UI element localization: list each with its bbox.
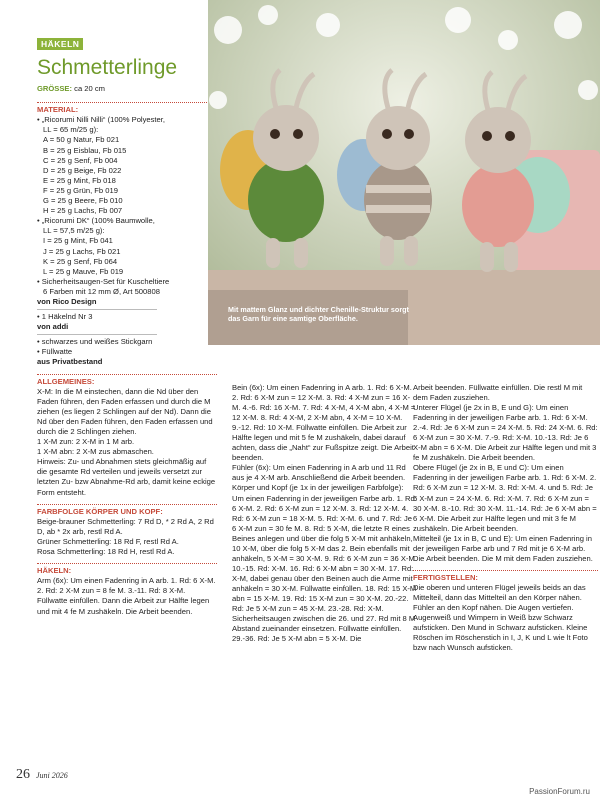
product-photo [208, 0, 600, 345]
material-line: J = 25 g Lachs, Fb 021 [43, 246, 121, 256]
koerper-instructions: Körper und Kopf (je 1x in der jeweiligen Farbfolge): Um einen Fadenring in der jeweiligen Farbe arb. 1. Rd: 6 X-M. 2. Rd: 6 X-M zun = 12 X-M. 3. Rd: 12 X-M. 4. Rd: 6 X-M zun = 18 X-M. 5. Rd: X-M. 6. und 7. Rd: Je 6 X-M zun = 30 fe M. 8. Rd: 5 X-M, die letzte R eines Beines anlegen und über die folg 5 X-M mit anhäkeln, 10 X-M, über die folg 5 X-M das 2. Bein ebenfalls mit anhäkeln, 5 X-M = 30 X-M. 9. Rd: 6 X-M zun = 36 X-M. 10.-15. Rd: X-M. 16. Rd: 6 X-M abn = 30 X-M. 17. Rd: X-M, dabei genau über den Beinen auch die Arme mit anhäkeln = 30 X-M. Füllwatte einfüllen. 18. Rd: 15 X-M abn = 15 X-M. 19. Rd: 15 X-M zun = 30 X-M. 20.-22. Rd: Je 5 X-M zun = 45 X-M. 23.-28. Rd: X-M. Sicherheitsaugen zwischen die 26. und 27. Rd mit 8 M Abstand zueinander einsetzen. Füllwatte einfüllen. 29.-36. Rd: Je 5 X-M abn = 5 X-M. Die [232, 483, 417, 644]
page-title: Schmetterlinge [37, 56, 178, 80]
mittelteil-instructions: Mittelteil (je 1x in B, C und E): Um einen Fadenring in der jeweiligen Farbe arb und 7 Rd mit je 6 X-M arb. Die Arbeit beenden. Die M mit dem Faden zusziehen. [413, 533, 593, 563]
fuehler-instructions: Fühler (6x): Um einen Fadenring in A arb und 11 Rd aus je 4 X-M arb. Anschließend die Arbeit beenden. [232, 463, 406, 483]
rosa-colors: Rosa Schmetterling: 18 Rd H, restl Rd A. [37, 547, 175, 557]
arm-instructions: Arm (6x): Um einen Fadenring in A arb. 1. Rd: 6 X-M. 2. Rd: 2 X-M zun = 8 fe M. 3.-11. Rd: 8 X-M. Füllwatte einfüllen. Dann die Arbeit zur Hälfte legen und mit 4 fe M zushäkeln. Die Arbeit beenden. [37, 576, 216, 616]
material-line: L = 25 g Mauve, Fb 019 [43, 266, 124, 276]
page-footer [16, 767, 68, 783]
material-line: K = 25 g Senf, Fb 064 [43, 256, 118, 266]
size-value: ca 20 cm [74, 84, 105, 94]
material-line: LL = 57,5 m/25 g): [43, 226, 105, 236]
left-column [37, 38, 217, 617]
issue-month: Juni 2026 [36, 771, 68, 780]
material-line: D = 25 g Beige, Fb 022 [43, 165, 122, 175]
material-line: • „Ricorumi DK“ (100% Baumwolle, [37, 216, 155, 226]
page-number: 26 [16, 767, 30, 782]
material-line: E = 25 g Mint, Fb 018 [43, 175, 116, 185]
middle-column [232, 383, 417, 644]
crochet-heading: HÄKELN: [37, 563, 217, 576]
zun-text: 1 X-M zun: 2 X-M in 1 M arb. [37, 437, 135, 447]
watermark: PassionForum.ru [529, 787, 590, 796]
material-line: G = 25 g Beere, Fb 010 [43, 196, 123, 206]
material-line: B = 25 g Eisblau, Fb 015 [43, 145, 127, 155]
extra-line: • Füllwatte [37, 347, 73, 357]
supplier-addi: von addi [37, 322, 69, 332]
material-line: • Sicherheitsaugen-Set für Kuscheltiere [37, 276, 170, 286]
green-colors: Grüner Schmetterling: 18 Rd F, restl Rd A. [37, 536, 179, 546]
supplier-private: aus Privatbestand [37, 357, 103, 367]
extra-line: • schwarzes und weißes Stickgarn [37, 337, 153, 347]
material-line: F = 25 g Grün, Fb 019 [43, 185, 118, 195]
continued-text: Arbeit beenden. Füllwatte einfüllen. Die restl M mit dem Faden zusziehen. [413, 383, 583, 403]
hinweis-text: Hinweis: Zu- und Abnahmen stets gleichmäßig auf die gesamte Rd verteilen und jeweils versetzt zur letzten Zu- bzw Abnahme-Rd arb, damit keine eckige Form entsteht. [37, 457, 216, 497]
size-label: GRÖSSE: [37, 84, 73, 94]
material-line: H = 25 g Lachs, Fb 007 [43, 206, 123, 216]
unterer-fluegel-instructions: Unterer Flügel (je 2x in B, E und G): Um einen Fadenring in der jeweiligen Farbe arb. 1. Rd: 6 X-M. 2.-4. Rd: Je 6 X-M zun = 24 X-M. 5. Rd: 24 X-M. 6. Rd: 6 X-M zun = 30 X-M. 7.-9. Rd: X-M. 10.-13. Rd: Je 6 X-M abn = 6 X-M. Die Arbeit zur Hälfte legen und mit 3 fe M zushäkeln. Die Arbeit beenden. [413, 403, 598, 463]
material-line: 6 Farben mit 12 mm Ø, Art 500808 [43, 286, 160, 296]
general-heading: ALLGEMEINES: [37, 374, 217, 387]
divider [37, 334, 157, 335]
supplier-rico: von Rico Design [37, 296, 97, 306]
beige-colors: Beige-brauner Schmetterling: 7 Rd D, * 2 Rd A, 2 Rd D, ab * 2x arb, restl Rd A. [37, 516, 214, 536]
material-list [37, 115, 217, 297]
material-line: • „Ricorumi Nilli Nilli“ (100% Polyester, [37, 115, 165, 125]
bein-instructions: Bein (6x): Um einen Fadenring in A arb. 1. Rd: 6 X-M. 2. Rd: 6 X-M zun = 12 X-M. 3. Rd: 4 X-M zun = 16 X-M. 4.-6. Rd: 16 X-M. 7. Rd: 4 X-M, 4 X-M abn, 4 X-M = 12 X-M. 8. Rd: 4 X-M, 2 X-M abn, 4 X-M = 10 X-M. 9.-12. Rd: 10 X-M. Füllwatte einfüllen. Die Arbeit zur Hälfte legen und mit 5 fe M zushäkeln, dabei darauf achten, dass die „Naht“ zur Fußspitze zeigt. Die Arbeit beenden. [232, 383, 416, 463]
category-tag: HÄKELN [37, 38, 83, 50]
material-line: LL = 65 m/25 g): [43, 125, 99, 135]
right-column [413, 383, 598, 653]
hook-line: • 1 Häkelnd Nr 3 [37, 312, 93, 322]
finishing-heading: FERTIGSTELLEN: [413, 570, 598, 583]
photo-caption: Mit mattem Glanz und dichter Chenille-Struktur sorgt das Garn für eine samtige Oberfläche. [228, 305, 409, 324]
abn-text: 1 X-M abn: 2 X-M zus abmaschen. [37, 447, 154, 457]
material-line: C = 25 g Senf, Fb 004 [43, 155, 118, 165]
divider [37, 309, 157, 310]
colors-heading: FARBFOLGE KÖRPER UND KOPF: [37, 504, 217, 517]
material-line: A = 50 g Natur, Fb 021 [43, 135, 120, 145]
material-line: I = 25 g Mint, Fb 041 [43, 236, 113, 246]
material-heading: MATERIAL: [37, 102, 217, 115]
finishing-instructions: Die oberen und unteren Flügel jeweils beids an das Mittelteil, dann das Mittelteil an den Körper nähen. Fühler an den Kopf nähen. Die Augen vertiefen. Augenweiß und Wimpern in Weiß bzw Schwarz aufsticken. Den Mund in Schwarz aufsticken. Kleine Röschen im Röschenstich in I, J, K und L wie lt Foto bzw nach Wunsch aufsticken. [413, 582, 588, 653]
xm-text: X-M: In die M einstechen, dann die Nd über den Faden führen, den Faden erfassen und durch die M ziehen (es liegen 2 Schlingen auf der Nd). Dann die Nd über den Faden führen, den Faden erfassen und durch die 2 Schlingen ziehen. [37, 386, 213, 436]
butterfly-toys-illustration [208, 0, 600, 345]
obere-fluegel-instructions: Obere Flügel (je 2x in B, E und C): Um einen Fadenring in der jeweiligen Farbe arb. 1. Rd: 6 X-M. 2. Rd: 6 X-M zun = 12 X-M. 3. Rd: X-M. 4. und 5. Rd: Je 6 X-M zun = 24 X-M. 6. Rd: X-M. 7. Rd: 6 X-M zun = 30 X-M. 8.-10. Rd: 30 X-M. 11.-14. Rd: Je 6 X-M abn = 6 X-M. Die Arbeit zur Hälfte legen und mit 3 fe M zushäkeln. Die Arbeit beenden. [413, 463, 597, 533]
